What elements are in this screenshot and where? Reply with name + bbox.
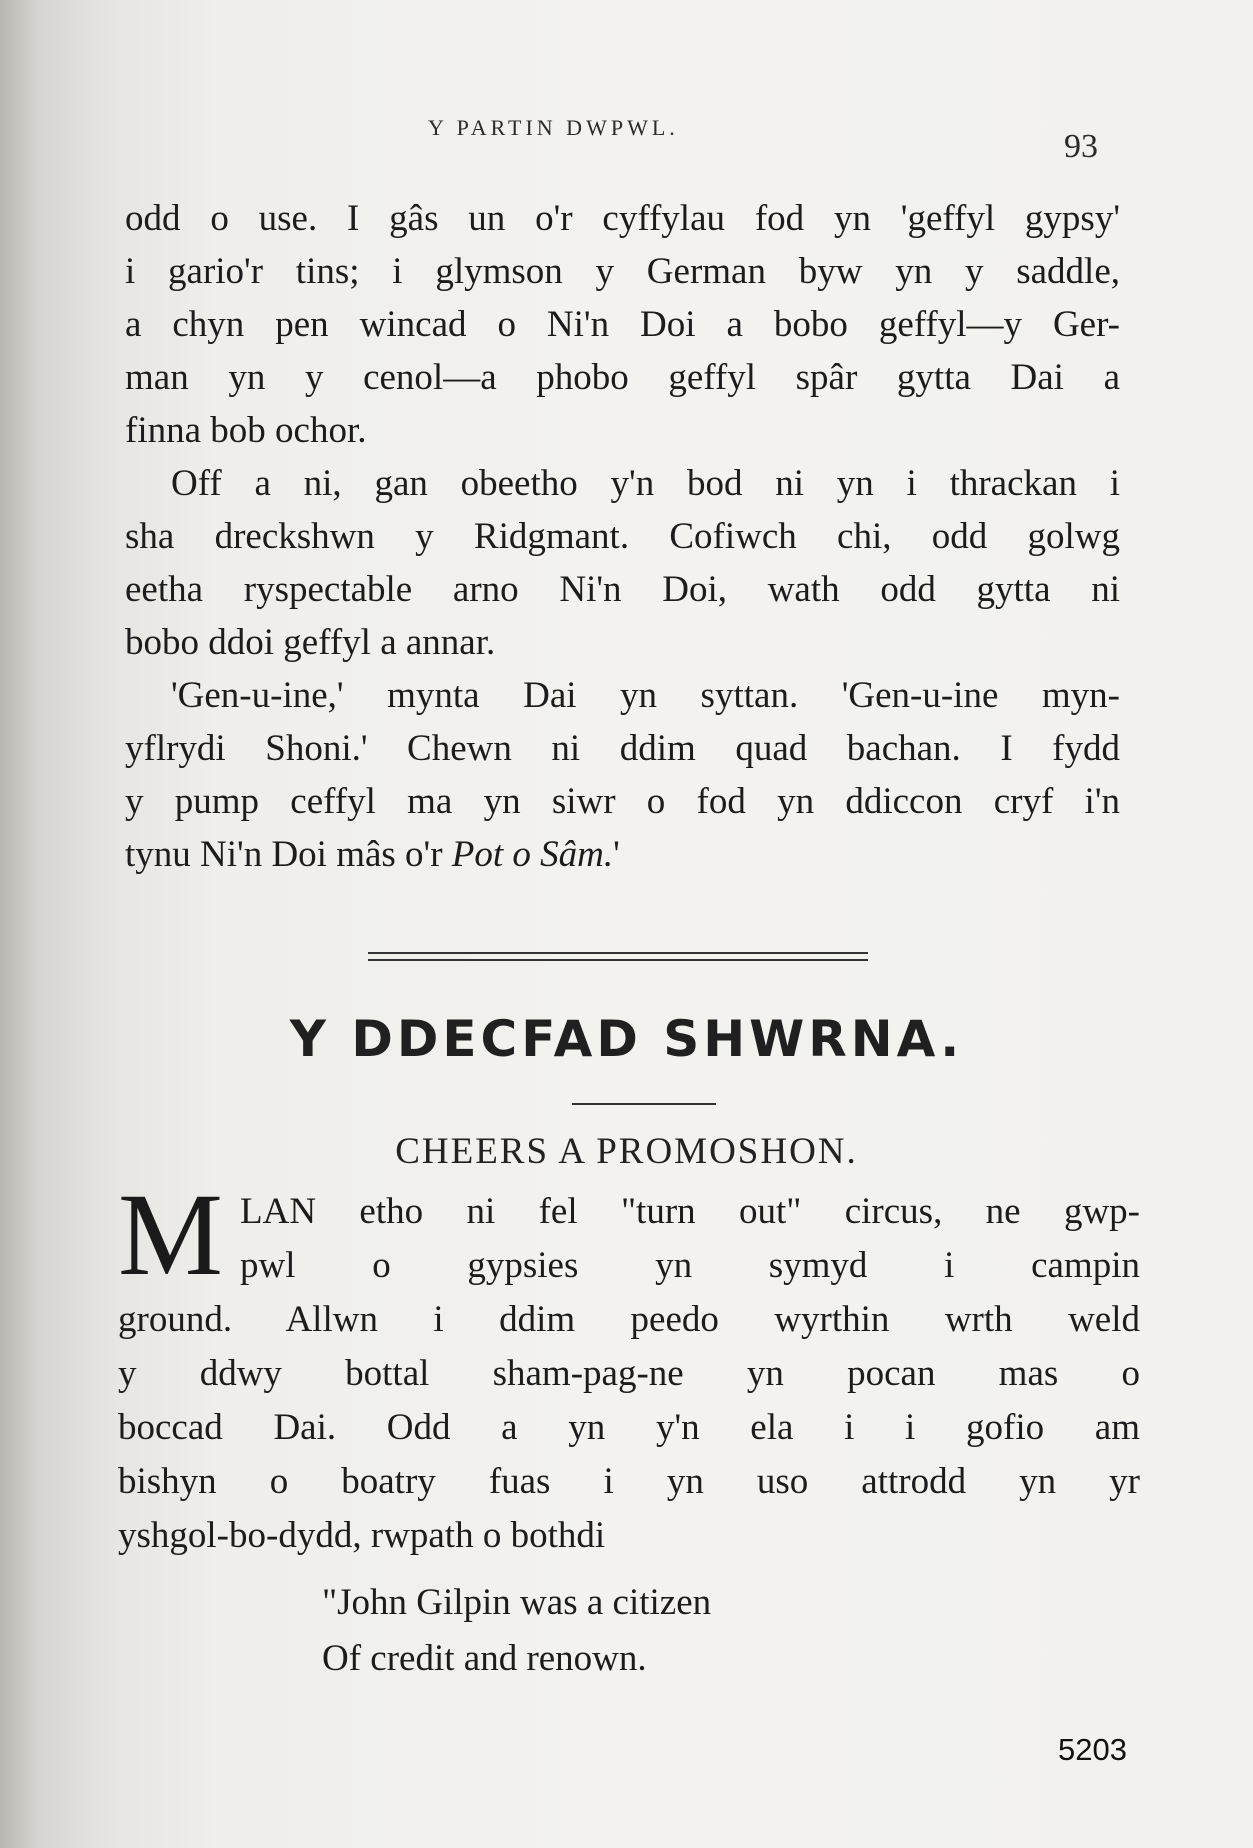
text-line: ground. Allwn i ddim peedo wyrthin wrth weld <box>118 1299 1140 1340</box>
text-line: 'Gen-u-ine,' mynta Dai yn syttan. 'Gen-u-ine myn- <box>171 675 1120 716</box>
drop-cap: M <box>118 1169 223 1300</box>
poem-quote <box>322 1575 711 1687</box>
text-line: eetha ryspectable arno Ni'n Doi, wath odd gytta ni <box>125 569 1120 610</box>
double-rule-divider <box>368 952 868 961</box>
paragraph-1 <box>125 192 1120 881</box>
text-line: LAN etho ni fel "turn out" circus, ne gwp- <box>240 1191 1140 1232</box>
text-line: pwl o gypsies yn symyd i campin <box>240 1245 1140 1286</box>
italic-title: Pot o Sâm. <box>451 834 614 875</box>
text-fragment: ' <box>613 834 620 875</box>
text-line: y pump ceffyl ma yn siwr o fod yn ddiccon cryf i'n <box>125 781 1120 822</box>
text-line: boccad Dai. Odd a yn y'n ela i i gofio am <box>118 1407 1140 1448</box>
poem-line: "John Gilpin was a citizen <box>322 1582 712 1623</box>
text-line: man yn y cenol—a phobo geffyl spâr gytta Dai a <box>125 357 1120 398</box>
text-line: sha dreckshwn y Ridgmant. Cofiwch chi, odd golwg <box>125 516 1120 557</box>
page-number: 93 <box>1064 128 1098 165</box>
text-line: yflrydi Shoni.' Chewn ni ddim quad bachan. I fydd <box>125 728 1120 769</box>
short-rule-divider <box>572 1103 716 1105</box>
running-title: Y PARTIN DWPWL. <box>428 115 679 140</box>
text-line: bobo ddoi geffyl a annar. <box>125 622 496 663</box>
section-subtitle: CHEERS A PROMOSHON. <box>395 1131 858 1172</box>
text-fragment: tynu Ni'n Doi mâs o'r <box>125 834 452 875</box>
section-paragraph <box>118 1169 1140 1563</box>
accession-number: 5203 <box>1058 1732 1127 1767</box>
text-line: a chyn pen wincad o Ni'n Doi a bobo geffyl—y Ger- <box>125 304 1120 345</box>
text-line: i gario'r tins; i glymson y German byw yn y saddle, <box>125 251 1120 292</box>
text-line: y ddwy bottal sham-pag-ne yn pocan mas o <box>118 1353 1140 1394</box>
text-line: yshgol-bo-dydd, rwpath o bothdi <box>118 1515 606 1556</box>
text-line: Off a ni, gan obeetho y'n bod ni yn i thrackan i <box>171 463 1120 504</box>
section-title: Y DDECFAD SHWRNA. <box>289 1010 964 1068</box>
text-line: odd o use. I gâs un o'r cyffylau fod yn 'geffyl gypsy' <box>125 198 1120 239</box>
poem-line: Of credit and renown. <box>322 1638 647 1679</box>
text-line: bishyn o boatry fuas i yn uso attrodd yn yr <box>118 1461 1140 1502</box>
text-line <box>125 828 1120 881</box>
text-line: finna bob ochor. <box>125 410 367 451</box>
